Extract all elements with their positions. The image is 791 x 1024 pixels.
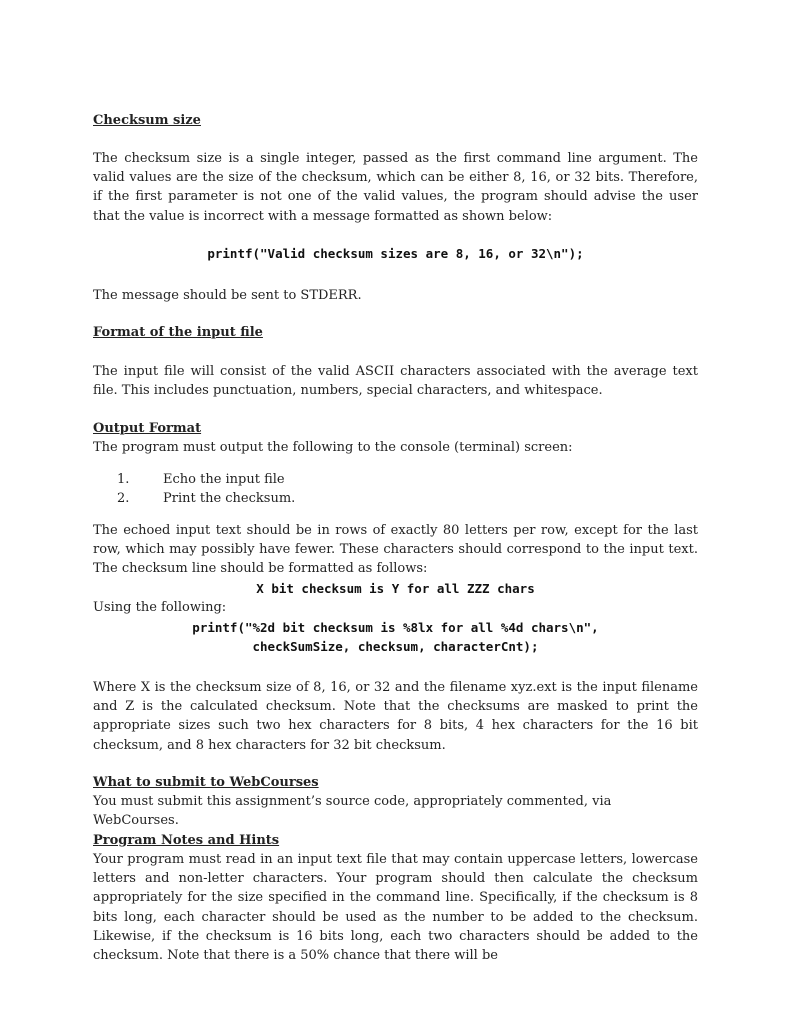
list-item-number: 2. xyxy=(117,491,130,506)
valid-sizes-code: printf("Valid checksum sizes are 8, 16, or 32\n"); xyxy=(207,246,584,261)
input-format-paragraph: The input file will consist of the valid ASCII characters associated with the average text file. This includes punctuation, numbers, special characters, and whitespace. xyxy=(93,364,698,399)
list-item xyxy=(117,489,295,508)
notes-heading: Program Notes and Hints xyxy=(93,833,280,848)
output-format-heading: Output Format xyxy=(93,421,202,436)
list-item-text: Print the checksum. xyxy=(163,491,296,506)
list-item-text: Echo the input file xyxy=(163,472,285,487)
output-format-intro: The program must output the following to the console (terminal) screen: xyxy=(93,440,573,455)
input-format-heading: Format of the input file xyxy=(93,325,263,340)
checksum-size-paragraph: The checksum size is a single integer, passed as the first command line argument. The valid values are the size of the checksum, which can be either 8, 16, or 32 bits. Therefore, if the first parameter is not one of the valid values, the program should advise the user that the value is incorrect with a message formatted as shown below: xyxy=(93,151,698,224)
format-explanation: Where X is the checksum size of 8, 16, or 32 and the filename xyz.ext is the input filename and Z is the calculated checksum. Note that the checksums are masked to print the appropriate sizes such two hex characters for 8 bits, 4 hex characters for the 16 bit checksum, and 8 hex characters for 32 bit checksum. xyxy=(93,680,698,753)
printf-code-line-2: checkSumSize, checksum, characterCnt); xyxy=(252,639,539,654)
printf-code-line-1: printf("%2d bit checksum is %8lx for all %4d chars\n", xyxy=(192,620,599,635)
checksum-size-heading: Checksum size xyxy=(93,113,201,128)
echo-paragraph: The echoed input text should be in rows of exactly 80 letters per row, except for the last row, which may possibly have fewer. These characters should correspond to the input text. The checksum line should be formatted as follows: xyxy=(93,523,698,577)
checksum-format-line: X bit checksum is Y for all ZZZ chars xyxy=(256,581,535,596)
stderr-note: The message should be sent to STDERR. xyxy=(93,288,362,303)
submit-heading: What to submit to WebCourses xyxy=(93,775,319,790)
submit-paragraph: You must submit this assignment’s source code, appropriately commented, via WebCourses. xyxy=(93,794,612,829)
list-item-number: 1. xyxy=(117,472,130,487)
using-label: Using the following: xyxy=(93,600,227,615)
list-item xyxy=(117,470,285,489)
notes-paragraph: Your program must read in an input text file that may contain uppercase letters, lowercase letters and non-letter characters. Your program should then calculate the checksum appropriately for the size specified in the command line. Specifically, if the checksum is 8 bits long, each character should be used as the number to be added to the checksum. Likewise, if the checksum is 16 bits long, each two characters should be added to the checksum. Note that there is a 50% chance that there will be xyxy=(93,852,698,964)
